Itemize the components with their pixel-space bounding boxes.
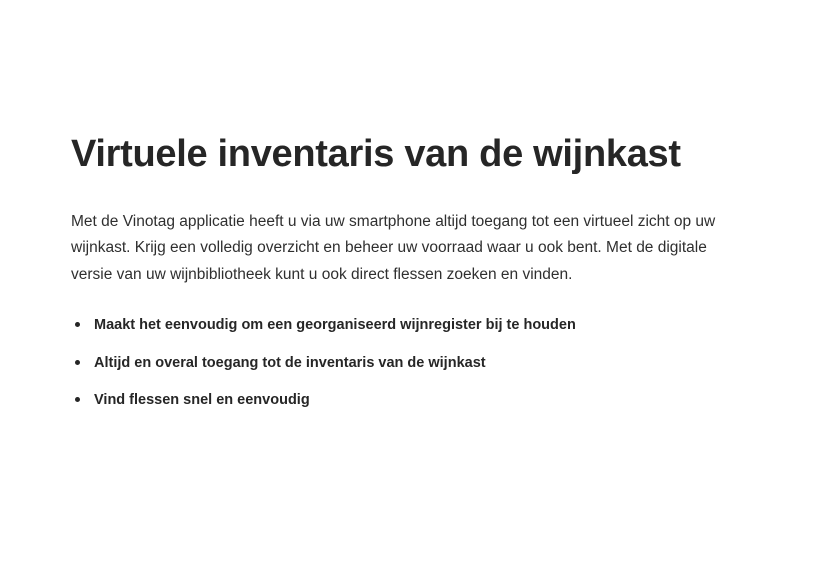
list-item	[71, 390, 731, 412]
feature-list	[71, 315, 731, 412]
bullet-dot-icon	[75, 360, 80, 365]
list-item-label: Vind flessen snel en eenvoudig	[94, 392, 310, 409]
intro-paragraph: Met de Vinotag applicatie heeft u via uw smartphone altijd toegang tot een virtueel zicht op uw wijnkast. Krijg een volledig overzicht en beheer uw voorraad waar u ook bent. Met de digitale versie van uw wijnbibliotheek kunt u ook direct flessen zoeken en vinden.	[71, 212, 716, 284]
list-item	[71, 353, 731, 375]
bullet-dot-icon	[75, 322, 80, 327]
content-block	[71, 132, 731, 412]
list-item	[71, 315, 731, 337]
list-item-label: Altijd en overal toegang tot de inventaris van de wijnkast	[94, 354, 486, 371]
page-title: Virtuele inventaris van de wijnkast	[71, 133, 681, 175]
list-item-label: Maakt het eenvoudig om een georganiseerd wijnregister bij te houden	[94, 316, 576, 333]
bullet-dot-icon	[75, 397, 80, 402]
